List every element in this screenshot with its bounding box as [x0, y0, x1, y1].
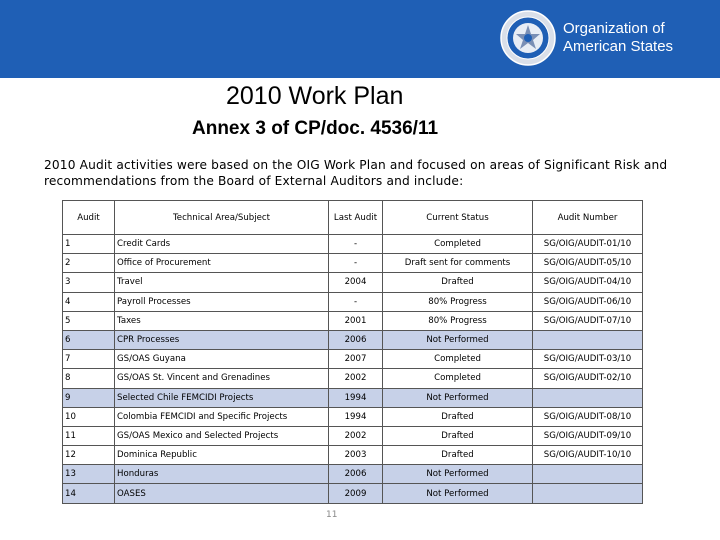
table-row [63, 388, 643, 407]
audit-id-cell [533, 388, 643, 407]
table-row [63, 350, 643, 369]
audit-number-cell: 5 [63, 311, 115, 330]
header-current-status: Current Status [383, 201, 533, 235]
table-row [63, 484, 643, 503]
table-row [63, 465, 643, 484]
current-status-cell: Draft sent for comments [383, 254, 533, 273]
audit-number-cell: 11 [63, 426, 115, 445]
last-audit-cell: 2006 [329, 330, 383, 349]
audit-id-cell: SG/OIG/AUDIT-07/10 [533, 311, 643, 330]
current-status-cell: 80% Progress [383, 311, 533, 330]
audit-table-body [63, 235, 643, 504]
audit-id-cell: SG/OIG/AUDIT-08/10 [533, 407, 643, 426]
table-header-row [63, 201, 643, 235]
audit-id-cell: SG/OIG/AUDIT-09/10 [533, 426, 643, 445]
current-status-cell: Not Performed [383, 484, 533, 503]
audit-number-cell: 10 [63, 407, 115, 426]
last-audit-cell: 2002 [329, 426, 383, 445]
audit-id-cell [533, 484, 643, 503]
org-name-line1: Organization of [563, 20, 665, 37]
audit-table [62, 200, 643, 504]
header-audit-number: Audit Number [533, 201, 643, 235]
technical-area-cell: Colombia FEMCIDI and Specific Projects [115, 407, 329, 426]
page-number: 11 [326, 510, 338, 520]
table-row [63, 407, 643, 426]
current-status-cell: Not Performed [383, 465, 533, 484]
technical-area-cell: GS/OAS Guyana [115, 350, 329, 369]
last-audit-cell: 2009 [329, 484, 383, 503]
oas-seal-logo [500, 10, 556, 66]
technical-area-cell: CPR Processes [115, 330, 329, 349]
technical-area-cell: OASES [115, 484, 329, 503]
table-row [63, 311, 643, 330]
technical-area-cell: Selected Chile FEMCIDI Projects [115, 388, 329, 407]
last-audit-cell: 2004 [329, 273, 383, 292]
current-status-cell: Not Performed [383, 388, 533, 407]
audit-id-cell: SG/OIG/AUDIT-04/10 [533, 273, 643, 292]
table-row [63, 369, 643, 388]
audit-number-cell: 7 [63, 350, 115, 369]
header-last-audit: Last Audit [329, 201, 383, 235]
current-status-cell: Drafted [383, 446, 533, 465]
last-audit-cell: 2007 [329, 350, 383, 369]
table-row [63, 446, 643, 465]
audit-number-cell: 3 [63, 273, 115, 292]
technical-area-cell: Honduras [115, 465, 329, 484]
last-audit-cell: 1994 [329, 407, 383, 426]
table-row [63, 330, 643, 349]
audit-id-cell: SG/OIG/AUDIT-02/10 [533, 369, 643, 388]
last-audit-cell: 1994 [329, 388, 383, 407]
audit-number-cell: 2 [63, 254, 115, 273]
header-band [0, 0, 720, 78]
page-subtitle: Annex 3 of CP/doc. 4536/11 [192, 118, 439, 139]
organization-name [563, 20, 673, 56]
last-audit-cell: - [329, 235, 383, 254]
table-row [63, 273, 643, 292]
current-status-cell: Drafted [383, 407, 533, 426]
audit-id-cell [533, 465, 643, 484]
audit-number-cell: 9 [63, 388, 115, 407]
table-row [63, 235, 643, 254]
current-status-cell: Completed [383, 235, 533, 254]
last-audit-cell: 2001 [329, 311, 383, 330]
table-row [63, 426, 643, 445]
audit-number-cell: 8 [63, 369, 115, 388]
page-title: 2010 Work Plan [226, 82, 404, 110]
technical-area-cell: GS/OAS Mexico and Selected Projects [115, 426, 329, 445]
audit-number-cell: 14 [63, 484, 115, 503]
last-audit-cell: 2006 [329, 465, 383, 484]
technical-area-cell: Credit Cards [115, 235, 329, 254]
current-status-cell: Completed [383, 369, 533, 388]
last-audit-cell: - [329, 254, 383, 273]
audit-id-cell: SG/OIG/AUDIT-03/10 [533, 350, 643, 369]
technical-area-cell: Taxes [115, 311, 329, 330]
audit-id-cell: SG/OIG/AUDIT-01/10 [533, 235, 643, 254]
audit-id-cell [533, 330, 643, 349]
technical-area-cell: Payroll Processes [115, 292, 329, 311]
table-row [63, 254, 643, 273]
technical-area-cell: Dominica Republic [115, 446, 329, 465]
technical-area-cell: Office of Procurement [115, 254, 329, 273]
audit-number-cell: 1 [63, 235, 115, 254]
audit-id-cell: SG/OIG/AUDIT-06/10 [533, 292, 643, 311]
audit-number-cell: 12 [63, 446, 115, 465]
header-technical-area: Technical Area/Subject [115, 201, 329, 235]
technical-area-cell: Travel [115, 273, 329, 292]
audit-number-cell: 4 [63, 292, 115, 311]
technical-area-cell: GS/OAS St. Vincent and Grenadines [115, 369, 329, 388]
audit-id-cell: SG/OIG/AUDIT-10/10 [533, 446, 643, 465]
header-audit: Audit [63, 201, 115, 235]
audit-number-cell: 6 [63, 330, 115, 349]
table-row [63, 292, 643, 311]
current-status-cell: Drafted [383, 426, 533, 445]
intro-paragraph: 2010 Audit activities were based on the OIG Work Plan and focused on areas of Significant Risk and recommendations from the Board of External Auditors and include: [44, 158, 668, 188]
current-status-cell: Completed [383, 350, 533, 369]
audit-number-cell: 13 [63, 465, 115, 484]
current-status-cell: Drafted [383, 273, 533, 292]
last-audit-cell: 2003 [329, 446, 383, 465]
current-status-cell: 80% Progress [383, 292, 533, 311]
current-status-cell: Not Performed [383, 330, 533, 349]
last-audit-cell: - [329, 292, 383, 311]
last-audit-cell: 2002 [329, 369, 383, 388]
audit-id-cell: SG/OIG/AUDIT-05/10 [533, 254, 643, 273]
org-name-line2: American States [563, 38, 674, 55]
